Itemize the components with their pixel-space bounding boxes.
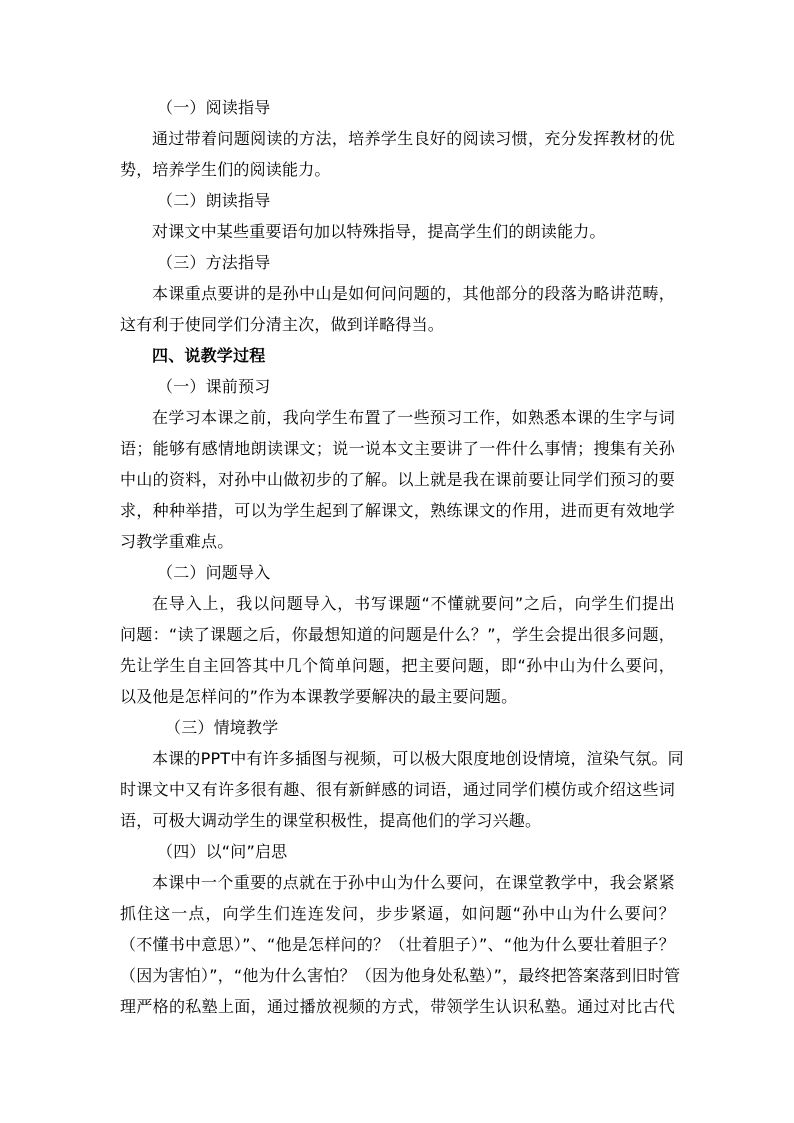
subsection-title: （一）阅读指导	[157, 98, 271, 117]
paragraph-line: 以及他是怎样问的”作为本课教学要解决的最主要问题。	[120, 687, 518, 706]
subsection-title: （四）以“问”启思	[157, 842, 288, 861]
paragraph-line: 本课重点要讲的是孙中山是如何问问题的，其他部分的段落为略讲范畴，	[152, 284, 675, 303]
paragraph-line: 先让学生自主回答其中几个简单问题，把主要问题，即“孙中山为什么要问，	[120, 656, 675, 675]
paragraph-line: 语，可极大调动学生的课堂积极性，提高他们的学习兴趣。	[120, 811, 542, 830]
subsection-title: （三）情境教学	[165, 718, 279, 737]
paragraph-line: 中山的资料，对孙中山做初步的了解。以上就是我在课前要让同学们预习的要	[120, 470, 675, 489]
paragraph-line: 势，培养学生们的阅读能力。	[120, 160, 331, 179]
paragraph-line: 习教学重难点。	[120, 532, 234, 551]
paragraph-line: 在导入上，我以问题导入，书写课题“不懂就要问”之后，向学生们提出	[152, 594, 675, 613]
paragraph-line: 求，种种举措，可以为学生起到了解课文，熟练课文的作用，进而更有效地学	[120, 501, 675, 520]
subsection-title: （二）问题导入	[157, 563, 271, 582]
subsection-title: （一）课前预习	[157, 377, 271, 396]
paragraph-line: 这有利于使同学们分清主次，做到详略得当。	[120, 315, 445, 334]
paragraph-line: 通过带着问题阅读的方法，培养学生良好的阅读习惯，充分发挥教材的优	[152, 129, 675, 148]
paragraph-line: （不懂书中意思）”、“他是怎样问的？（壮着胆子）”、“他为什么要壮着胆子？	[120, 935, 675, 954]
section-heading: 四、说教学过程	[152, 346, 266, 365]
subsection-title: （二）朗读指导	[157, 191, 271, 210]
paragraph-line: 理严格的私塾上面，通过播放视频的方式，带领学生认识私塾。通过对比古代	[120, 997, 675, 1016]
paragraph-line: 时课文中又有许多很有趣、很有新鲜感的词语，通过同学们模仿或介绍这些词	[120, 780, 675, 799]
paragraph-line: 抓住这一点，向学生们连连发问，步步紧逼，如问题“孙中山为什么要问？	[120, 904, 675, 923]
subsection-title: （三）方法指导	[157, 253, 271, 272]
paragraph-line: 语；能够有感情地朗读课文；说一说本文主要讲了一件什么事情；搜集有关孙	[120, 439, 675, 458]
paragraph-line: 本课的PPT中有许多插图与视频，可以极大限度地创设情境，渲染气氛。同	[152, 749, 684, 768]
paragraph-line: 问题：“读了课题之后，你最想知道的问题是什么？”，学生会提出很多问题，	[120, 625, 675, 644]
document-page	[120, 92, 684, 1022]
paragraph-line: 本课中一个重要的点就在于孙中山为什么要问，在课堂教学中，我会紧紧	[152, 873, 675, 892]
paragraph-line: 在学习本课之前，我向学生布置了一些预习工作，如熟悉本课的生字与词	[152, 408, 675, 427]
paragraph-line: 对课文中某些重要语句加以特殊指导，提高学生们的朗读能力。	[152, 222, 606, 241]
paragraph-line: （因为害怕）”，“他为什么害怕？（因为他身处私塾）”，最终把答案落到旧时管	[120, 966, 681, 985]
